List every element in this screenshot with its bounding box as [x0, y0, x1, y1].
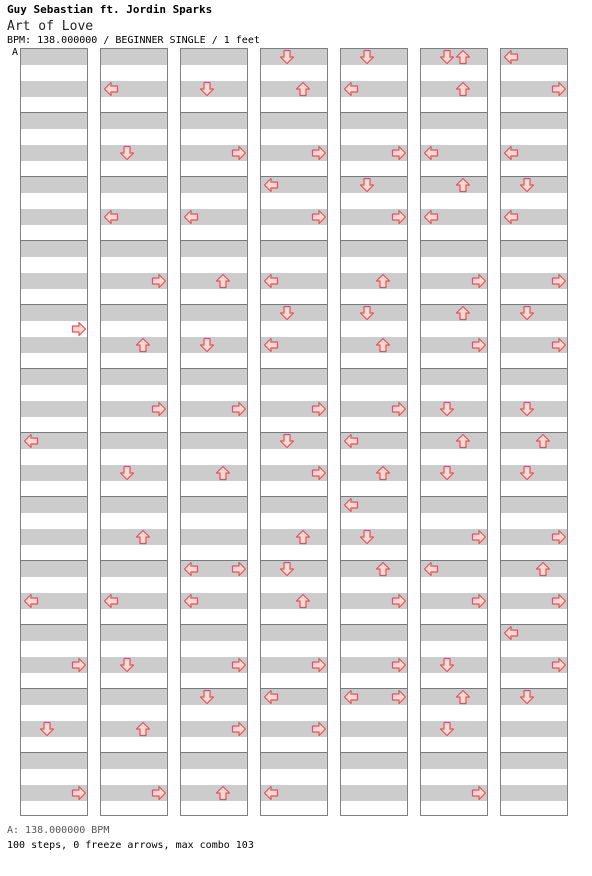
- measure-line: [181, 752, 247, 753]
- left-arrow-icon: [263, 689, 279, 705]
- measure-line: [181, 240, 247, 241]
- beat-band: [261, 497, 327, 513]
- measure-line: [341, 624, 407, 625]
- chart-column: [20, 48, 88, 816]
- left-arrow-icon: [183, 209, 199, 225]
- right-arrow-icon: [551, 273, 567, 289]
- down-arrow-icon: [439, 49, 455, 65]
- chart-column: [500, 48, 568, 816]
- left-arrow-icon: [23, 433, 39, 449]
- down-arrow-icon: [199, 689, 215, 705]
- chart-column: [420, 48, 488, 816]
- up-arrow-icon: [295, 529, 311, 545]
- beat-band: [21, 81, 87, 97]
- right-arrow-icon: [471, 273, 487, 289]
- up-arrow-icon: [135, 529, 151, 545]
- beat-band: [421, 241, 487, 257]
- right-arrow-icon: [471, 337, 487, 353]
- bpm-marker-label: A: [12, 47, 19, 58]
- chart-column: [180, 48, 248, 816]
- measure-line: [181, 368, 247, 369]
- beat-band: [21, 369, 87, 385]
- left-arrow-icon: [263, 337, 279, 353]
- measure-line: [21, 752, 87, 753]
- up-arrow-icon: [535, 433, 551, 449]
- beat-band: [341, 369, 407, 385]
- down-arrow-icon: [119, 657, 135, 673]
- left-arrow-icon: [423, 145, 439, 161]
- measure-line: [261, 752, 327, 753]
- right-arrow-icon: [471, 593, 487, 609]
- left-arrow-icon: [503, 209, 519, 225]
- beat-band: [101, 561, 167, 577]
- beat-band: [341, 465, 407, 481]
- measure-line: [101, 368, 167, 369]
- right-arrow-icon: [311, 465, 327, 481]
- up-arrow-icon: [295, 81, 311, 97]
- measure-line: [341, 240, 407, 241]
- measure-line: [181, 176, 247, 177]
- up-arrow-icon: [455, 433, 471, 449]
- beat-band: [21, 241, 87, 257]
- beat-band: [101, 497, 167, 513]
- up-arrow-icon: [215, 465, 231, 481]
- measure-line: [501, 560, 567, 561]
- left-arrow-icon: [263, 785, 279, 801]
- down-arrow-icon: [359, 529, 375, 545]
- beat-band: [21, 529, 87, 545]
- beat-band: [101, 529, 167, 545]
- beat-band: [421, 753, 487, 769]
- down-arrow-icon: [199, 337, 215, 353]
- beat-band: [501, 561, 567, 577]
- beat-band: [181, 369, 247, 385]
- beat-band: [181, 113, 247, 129]
- measure-line: [261, 496, 327, 497]
- beat-band: [501, 785, 567, 801]
- beat-band: [421, 497, 487, 513]
- measure-line: [101, 176, 167, 177]
- right-arrow-icon: [391, 593, 407, 609]
- right-arrow-icon: [231, 401, 247, 417]
- left-arrow-icon: [183, 561, 199, 577]
- measure-line: [181, 112, 247, 113]
- up-arrow-icon: [375, 337, 391, 353]
- measure-line: [181, 624, 247, 625]
- down-arrow-icon: [39, 721, 55, 737]
- beat-band: [501, 753, 567, 769]
- right-arrow-icon: [311, 401, 327, 417]
- beat-band: [101, 721, 167, 737]
- down-arrow-icon: [439, 465, 455, 481]
- up-arrow-icon: [135, 337, 151, 353]
- right-arrow-icon: [391, 657, 407, 673]
- down-arrow-icon: [439, 721, 455, 737]
- beat-band: [181, 241, 247, 257]
- measure-line: [181, 432, 247, 433]
- beat-band: [21, 401, 87, 417]
- measure-line: [421, 240, 487, 241]
- beat-band: [421, 113, 487, 129]
- right-arrow-icon: [311, 657, 327, 673]
- beat-band: [421, 81, 487, 97]
- beat-band: [341, 753, 407, 769]
- up-arrow-icon: [375, 273, 391, 289]
- beat-band: [421, 369, 487, 385]
- measure-line: [101, 240, 167, 241]
- down-arrow-icon: [119, 465, 135, 481]
- beat-band: [341, 785, 407, 801]
- beat-band: [421, 689, 487, 705]
- measure-line: [421, 176, 487, 177]
- beat-band: [101, 433, 167, 449]
- measure-line: [21, 368, 87, 369]
- measure-line: [21, 560, 87, 561]
- right-arrow-icon: [231, 145, 247, 161]
- beat-band: [21, 177, 87, 193]
- beat-band: [181, 465, 247, 481]
- down-arrow-icon: [119, 145, 135, 161]
- left-arrow-icon: [423, 561, 439, 577]
- measure-line: [21, 176, 87, 177]
- measure-line: [421, 688, 487, 689]
- up-arrow-icon: [455, 81, 471, 97]
- beat-band: [21, 753, 87, 769]
- measure-line: [101, 304, 167, 305]
- down-arrow-icon: [359, 49, 375, 65]
- measure-line: [261, 112, 327, 113]
- beat-band: [101, 689, 167, 705]
- measure-line: [21, 304, 87, 305]
- down-arrow-icon: [279, 561, 295, 577]
- beat-band: [181, 753, 247, 769]
- chart-meta: BPM: 138.000000 / BEGINNER SINGLE / 1 feet: [7, 35, 260, 46]
- measure-line: [341, 112, 407, 113]
- measure-line: [21, 240, 87, 241]
- down-arrow-icon: [359, 177, 375, 193]
- up-arrow-icon: [215, 785, 231, 801]
- left-arrow-icon: [263, 177, 279, 193]
- beat-band: [341, 241, 407, 257]
- beat-band: [101, 369, 167, 385]
- beat-band: [101, 177, 167, 193]
- right-arrow-icon: [551, 593, 567, 609]
- beat-band: [21, 689, 87, 705]
- right-arrow-icon: [231, 657, 247, 673]
- measure-line: [341, 368, 407, 369]
- beat-band: [21, 561, 87, 577]
- measure-line: [101, 688, 167, 689]
- beat-band: [101, 241, 167, 257]
- beat-band: [21, 273, 87, 289]
- right-arrow-icon: [551, 529, 567, 545]
- right-arrow-icon: [471, 529, 487, 545]
- beat-band: [501, 497, 567, 513]
- beat-band: [101, 337, 167, 353]
- right-arrow-icon: [311, 209, 327, 225]
- up-arrow-icon: [455, 305, 471, 321]
- measure-line: [341, 752, 407, 753]
- down-arrow-icon: [519, 401, 535, 417]
- down-arrow-icon: [439, 401, 455, 417]
- beat-band: [101, 113, 167, 129]
- beat-band: [261, 529, 327, 545]
- up-arrow-icon: [375, 561, 391, 577]
- beat-band: [421, 305, 487, 321]
- measure-line: [21, 112, 87, 113]
- measure-line: [421, 304, 487, 305]
- beat-band: [501, 113, 567, 129]
- right-arrow-icon: [391, 145, 407, 161]
- right-arrow-icon: [391, 689, 407, 705]
- beat-band: [261, 369, 327, 385]
- chart-column: [260, 48, 328, 816]
- right-arrow-icon: [71, 785, 87, 801]
- right-arrow-icon: [71, 657, 87, 673]
- right-arrow-icon: [311, 145, 327, 161]
- right-arrow-icon: [471, 785, 487, 801]
- song-artist: Guy Sebastian ft. Jordin Sparks: [7, 3, 213, 16]
- measure-line: [261, 368, 327, 369]
- measure-line: [21, 624, 87, 625]
- beat-band: [501, 369, 567, 385]
- beat-band: [21, 625, 87, 641]
- beat-band: [21, 145, 87, 161]
- left-arrow-icon: [103, 209, 119, 225]
- measure-line: [101, 560, 167, 561]
- right-arrow-icon: [151, 785, 167, 801]
- down-arrow-icon: [439, 657, 455, 673]
- beat-band: [501, 433, 567, 449]
- right-arrow-icon: [151, 273, 167, 289]
- up-arrow-icon: [455, 177, 471, 193]
- beat-band: [341, 337, 407, 353]
- left-arrow-icon: [343, 81, 359, 97]
- measure-line: [21, 688, 87, 689]
- beat-band: [21, 49, 87, 65]
- measure-line: [261, 240, 327, 241]
- beat-band: [21, 497, 87, 513]
- down-arrow-icon: [199, 81, 215, 97]
- measure-line: [421, 432, 487, 433]
- left-arrow-icon: [343, 497, 359, 513]
- right-arrow-icon: [391, 401, 407, 417]
- measure-line: [501, 240, 567, 241]
- beat-band: [341, 625, 407, 641]
- right-arrow-icon: [71, 321, 87, 337]
- beat-band: [261, 81, 327, 97]
- beat-band: [181, 305, 247, 321]
- beat-band: [261, 625, 327, 641]
- up-arrow-icon: [455, 49, 471, 65]
- down-arrow-icon: [359, 305, 375, 321]
- measure-line: [501, 752, 567, 753]
- beat-band: [341, 273, 407, 289]
- beat-band: [341, 561, 407, 577]
- beat-band: [181, 529, 247, 545]
- beat-band: [501, 241, 567, 257]
- measure-line: [421, 368, 487, 369]
- beat-band: [181, 273, 247, 289]
- measure-line: [501, 368, 567, 369]
- footer-stats: 100 steps, 0 freeze arrows, max combo 103: [7, 840, 254, 851]
- right-arrow-icon: [391, 209, 407, 225]
- beat-band: [181, 785, 247, 801]
- measure-line: [101, 432, 167, 433]
- left-arrow-icon: [103, 593, 119, 609]
- right-arrow-icon: [551, 657, 567, 673]
- measure-line: [501, 496, 567, 497]
- beat-band: [181, 625, 247, 641]
- measure-line: [181, 496, 247, 497]
- right-arrow-icon: [551, 81, 567, 97]
- measure-line: [101, 496, 167, 497]
- beat-band: [21, 465, 87, 481]
- measure-line: [261, 624, 327, 625]
- chart-column: [340, 48, 408, 816]
- right-arrow-icon: [231, 721, 247, 737]
- left-arrow-icon: [23, 593, 39, 609]
- measure-line: [501, 112, 567, 113]
- up-arrow-icon: [295, 593, 311, 609]
- left-arrow-icon: [263, 273, 279, 289]
- beat-band: [21, 113, 87, 129]
- left-arrow-icon: [183, 593, 199, 609]
- right-arrow-icon: [151, 401, 167, 417]
- right-arrow-icon: [231, 561, 247, 577]
- right-arrow-icon: [551, 337, 567, 353]
- beat-band: [181, 497, 247, 513]
- measure-line: [421, 496, 487, 497]
- down-arrow-icon: [519, 465, 535, 481]
- beat-band: [181, 433, 247, 449]
- measure-line: [101, 624, 167, 625]
- down-arrow-icon: [279, 49, 295, 65]
- footer-bpm: A: 138.000000 BPM: [7, 825, 110, 836]
- left-arrow-icon: [503, 49, 519, 65]
- beat-band: [181, 49, 247, 65]
- beat-band: [261, 753, 327, 769]
- beat-band: [101, 49, 167, 65]
- beat-band: [21, 209, 87, 225]
- beat-band: [421, 177, 487, 193]
- measure-line: [181, 304, 247, 305]
- down-arrow-icon: [519, 689, 535, 705]
- measure-line: [501, 432, 567, 433]
- song-title: Art of Love: [7, 19, 94, 34]
- left-arrow-icon: [343, 689, 359, 705]
- beat-band: [21, 305, 87, 321]
- measure-line: [341, 560, 407, 561]
- up-arrow-icon: [375, 465, 391, 481]
- left-arrow-icon: [103, 81, 119, 97]
- measure-line: [421, 624, 487, 625]
- left-arrow-icon: [423, 209, 439, 225]
- up-arrow-icon: [455, 689, 471, 705]
- beat-band: [101, 753, 167, 769]
- beat-band: [501, 721, 567, 737]
- beat-band: [181, 177, 247, 193]
- up-arrow-icon: [135, 721, 151, 737]
- down-arrow-icon: [279, 305, 295, 321]
- chart-column: [100, 48, 168, 816]
- measure-line: [101, 752, 167, 753]
- beat-band: [101, 625, 167, 641]
- measure-line: [101, 112, 167, 113]
- beat-band: [261, 593, 327, 609]
- beat-band: [101, 305, 167, 321]
- measure-line: [421, 752, 487, 753]
- beat-band: [261, 113, 327, 129]
- beat-band: [421, 433, 487, 449]
- right-arrow-icon: [311, 721, 327, 737]
- left-arrow-icon: [503, 625, 519, 641]
- down-arrow-icon: [279, 433, 295, 449]
- measure-line: [421, 112, 487, 113]
- beat-band: [421, 625, 487, 641]
- beat-band: [341, 721, 407, 737]
- beat-band: [21, 337, 87, 353]
- left-arrow-icon: [343, 433, 359, 449]
- down-arrow-icon: [519, 177, 535, 193]
- left-arrow-icon: [503, 145, 519, 161]
- beat-band: [341, 113, 407, 129]
- up-arrow-icon: [535, 561, 551, 577]
- up-arrow-icon: [215, 273, 231, 289]
- down-arrow-icon: [519, 305, 535, 321]
- beat-band: [261, 241, 327, 257]
- measure-line: [21, 496, 87, 497]
